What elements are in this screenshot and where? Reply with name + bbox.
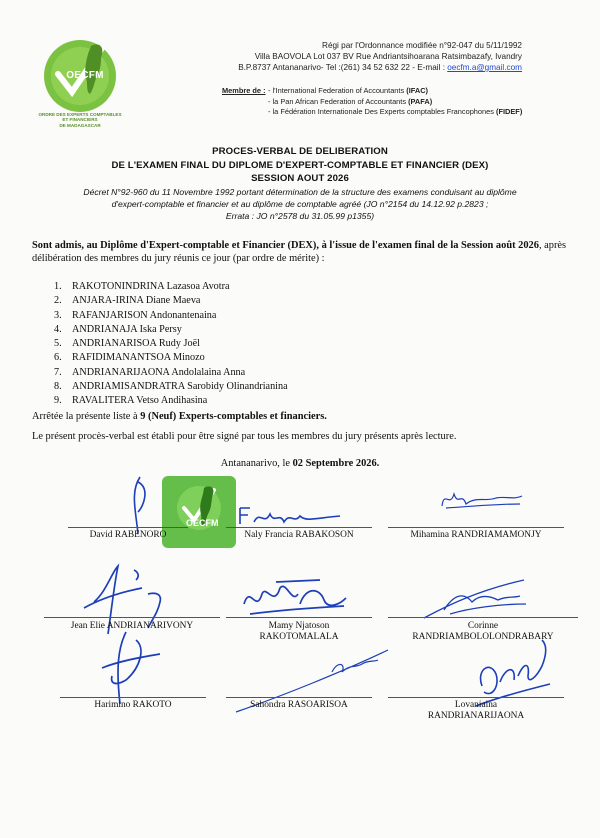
decree-line-3: Errata : JO n°2578 du 31.05.99 p1355) (225, 211, 375, 221)
header-line-1: Régi par l'Ordonnance modifiée n°92-047 du 5/11/1992 (322, 41, 522, 50)
signature-2 (236, 504, 346, 528)
title-line-3: SESSION AOUT 2026 (251, 173, 349, 184)
list-closing-text: Arrêtée la présente liste à (32, 411, 141, 422)
signatory-name: Sahondra RASOARISOA (250, 700, 348, 710)
header-address (238, 40, 522, 73)
signature-line (226, 617, 372, 618)
list-item (54, 351, 288, 365)
list-item (54, 394, 288, 408)
logo-subtitle (30, 112, 130, 128)
list-item-name: ANDRIAMISANDRATRA Sarobidy Olinandrianina (72, 381, 288, 393)
place-date (0, 458, 600, 469)
signature-5 (240, 574, 350, 620)
intro-rest: , après délibération des membres du jury réunis ce jour (par ordre de mérite) : (32, 240, 567, 264)
list-item-name: RAFANJARISON Andonantenaina (72, 309, 217, 321)
statement: Le présent procès-verbal est établi pour être signé par tous les membres du jury présents après lecture. (32, 431, 457, 442)
list-item (54, 380, 288, 394)
list-item (54, 294, 288, 308)
signature-line (68, 527, 188, 528)
signatory-name: Mihamina RANDRIAMAMONJY (410, 530, 542, 540)
signature-line (388, 697, 564, 698)
list-item-name: ANJARA-IRINA Diane Maeva (72, 295, 201, 307)
list-item-number: 7. (54, 366, 62, 378)
list-item-name: ANDRIANARIJAONA Andolalaina Anna (72, 366, 246, 378)
decree-line-2: d'expert-comptable et financier et au diplôme de comptable agréé (JO n°2154 du 14.12.92 p.2823 ; (111, 199, 489, 209)
list-item (54, 309, 288, 323)
list-item-number: 5. (54, 338, 62, 350)
member-pafa (268, 97, 522, 108)
signature-line (388, 527, 564, 528)
list-item-name: RAKOTONINDRINA Lazasoa Avotra (72, 281, 230, 292)
signature-3 (436, 486, 526, 512)
list-item (54, 366, 288, 380)
place-text: Antananarivo, le (220, 458, 293, 469)
signature-line (226, 527, 372, 528)
signatory-name: Mamy Njatoson (268, 621, 330, 631)
signatory-name: Jean Elie ANDRIANARIVONY (70, 621, 194, 631)
logo-subtitle-line-2: ET FINANCIERS (62, 117, 98, 123)
member-fidef-abbr: (FIDEF) (496, 107, 523, 117)
admitted-list (54, 280, 288, 409)
header-line-3 (238, 62, 522, 73)
list-item-number: 8. (54, 381, 62, 393)
header-line-3-text: B.P.8737 Antananarivo- Tel :(261) 34 52 632 22 - E-mail : (238, 63, 448, 72)
list-item-number: 9. (54, 395, 62, 407)
signature-7 (96, 628, 166, 708)
member-ifac-abbr: (IFAC) (406, 86, 428, 95)
signature-line (226, 697, 372, 698)
signature-line (44, 617, 220, 618)
decree-line-1: Décret N°92-960 du 11 Novembre 1992 portant détermination de la structure des examens conduisant au diplôme (83, 187, 517, 197)
member-ifac-text: - l'International Federation of Accountants (268, 86, 407, 95)
email-link[interactable]: oecfm.a@gmail.com (447, 63, 522, 72)
title-line-2: DE L'EXAMEN FINAL DU DIPLOME D'EXPERT-COMPTABLE ET FINANCIER (DEX) (111, 160, 489, 171)
list-item (54, 337, 288, 351)
signatory-name: Harimino RAKOTO (94, 700, 172, 710)
list-item-number: 4. (54, 323, 62, 335)
logo-name: OECFM (66, 70, 104, 81)
intro-bold: Sont admis, au Diplôme d'Expert-comptable et Financier (DEX), à l'issue de l'examen final de la Session août 2026 (32, 240, 539, 251)
list-item-number: 3. (54, 309, 62, 321)
title-line-1: PROCES-VERBAL DE DELIBERATION (212, 146, 388, 157)
signatory-name: David RABENORO (89, 530, 167, 540)
stamp-text: OECFM (186, 518, 219, 528)
list-item-name: ANDRIANARISOA Rudy Joël (72, 338, 200, 350)
signatory-name: Lovaniaina (454, 700, 498, 710)
signature-line (60, 697, 206, 698)
list-closing-count: 9 (Neuf) Experts-comptables et financiers. (140, 411, 327, 422)
list-item-number: 6. (54, 352, 62, 364)
signatory-surname: RAKOTOMALALA (259, 632, 339, 642)
header-line-2: Villa BAOVOLA Lot 037 BV Rue Andriantsihoarana Ratsimbazafy, Ivandry (254, 52, 522, 61)
decree-reference (40, 186, 560, 222)
member-ifac (268, 86, 522, 97)
date-text: 02 Septembre 2026. (292, 458, 380, 469)
list-closing (32, 410, 572, 423)
signatory-surname: RANDRIANARIJAONA (427, 711, 525, 721)
logo-subtitle-line-1: ORDRE DES EXPERTS COMPTABLES (38, 112, 122, 117)
member-fidef (268, 107, 522, 118)
member-pafa-abbr: (PAFA) (408, 96, 433, 106)
list-item-number: 2. (54, 295, 62, 307)
logo-subtitle-line-3: DE MADAGASCAR (59, 122, 101, 128)
list-item-name: RAVALITERA Vetso Andihasina (72, 395, 208, 407)
member-pafa-text: - la Pan African Federation of Accountants (268, 96, 409, 106)
list-item (54, 323, 288, 337)
signature-line (388, 617, 578, 618)
signatory-name: Corinne (467, 621, 499, 631)
signatory-name: Naly Francia RABAKOSON (244, 530, 354, 540)
list-item-name: RAFIDIMANANTSOA Minozo (72, 352, 205, 364)
list-item-number: 1. (54, 281, 62, 292)
list-item (54, 280, 288, 294)
intro-paragraph (32, 239, 572, 265)
list-item-name: ANDRIANAJA Iska Persy (72, 323, 182, 335)
members-list (268, 86, 522, 118)
signatory-surname: RANDRIAMBOLOLONDRABARY (412, 632, 554, 642)
members-label: Membre de : (222, 86, 266, 95)
member-fidef-text: - la Fédération Internationale Des Experts comptables Francophones (268, 107, 497, 117)
